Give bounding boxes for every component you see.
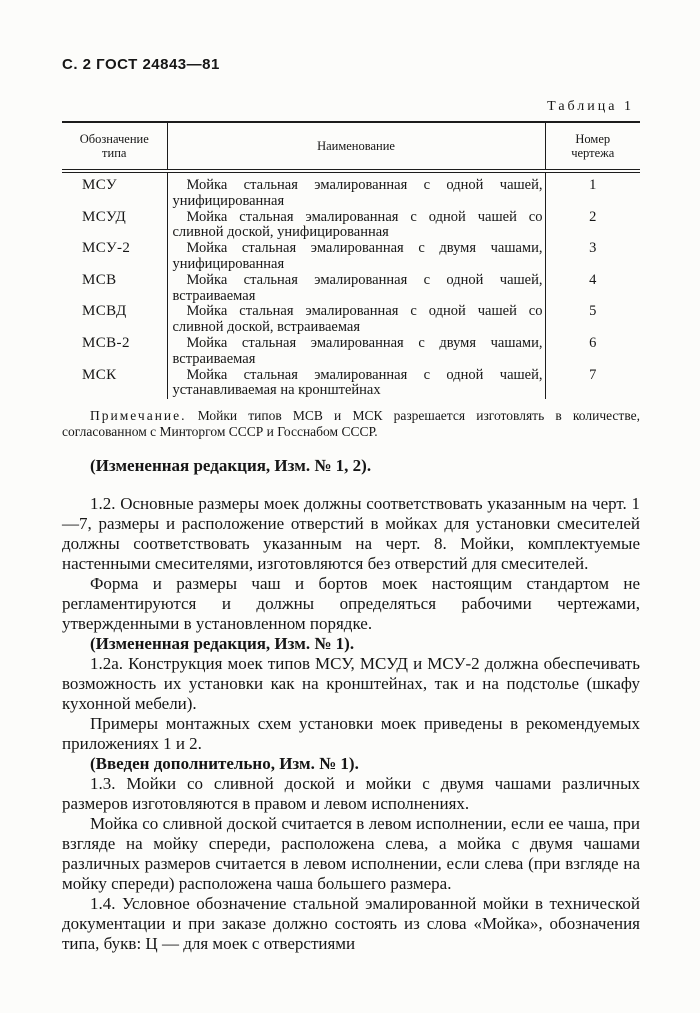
drawing-number: 7 [589,366,597,383]
table-row [62,241,640,273]
drawing-number: 1 [589,177,597,193]
drawing-number: 2 [589,208,597,225]
clause-1-2a-continued: Примеры монтажных схем установки моек приведены в рекомендуемых приложениях 1 и 2. [62,714,640,754]
clause-1-3-continued: Мойка со сливной доской считается в левом исполнении, если ее чаша, при взгляде на мойку спереди, расположена слева, а мойка с двумя чашами различных размеров считается в левом исполнении, если слева (при взгляде на мойку спереди) расположена чаша большего размера. [62,814,640,894]
clause-1-2-continued: Форма и размеры чаш и бортов моек настоящим стандартом не регламентируются и должны определяться рабочими чертежами, утвержденными в установленном порядке. [62,574,640,634]
drawing-number: 4 [589,271,597,288]
clause-1-2a: 1.2а. Конструкция моек типов МСУ, МСУД и МСУ-2 должна обеспечивать возможность их установки как на кронштейнах, так и на подстолье (шкафу кухонной мебели). [62,654,640,714]
amendment-note: (Измененная редакция, Изм. № 1). [90,634,355,654]
type-name: Мойка стальная эмалированная с одной чашей, устанавливаемая на кронштейнах [167,368,545,400]
note-label: Примечание. [90,408,187,424]
clause-1-2: 1.2. Основные размеры моек должны соответствовать указанным на черт. 1—7, размеры и расположение отверстий в мойках для установки смесителей должны соответствовать указанным на черт. 8. Мойки, комплектуемые настенными смесителями, изготовляются без отверстий для смесителей. [62,494,640,574]
clause-1-4: 1.4. Условное обозначение стальной эмалированной мойки в технической документации и при заказе должно состоять из слова «Мойка», обозначения типа, букв: Ц — для моек с отверстиями [62,894,640,954]
type-name: Мойка стальная эмалированная с одной чашей со сливной доской, встраиваемая [167,304,545,336]
column-header-type: Обозначение типа [62,122,167,171]
type-name: Мойка стальная эмалированная с двумя чашами, унифицированная [167,241,545,273]
table-note [62,408,640,439]
drawing-number: 6 [589,334,597,351]
type-name: Мойка стальная эмалированная с одной чашей, встраиваемая [167,273,545,305]
type-code: МСУ [62,171,167,210]
type-name: Мойка стальная эмалированная с одной чашей, унифицированная [167,171,545,210]
type-code: МСУД [62,210,167,242]
table-caption: Таблица 1 [547,99,634,114]
page-header: С. 2 ГОСТ 24843—81 [62,56,220,73]
table-row [62,273,640,305]
table-row [62,171,640,210]
amendment-note: (Введен дополнительно, Изм. № 1). [90,754,359,774]
type-name: Мойка стальная эмалированная с одной чашей со сливной доской, унифицированная [167,210,545,242]
type-code: МСВ-2 [62,336,167,368]
type-code: МСВД [62,304,167,336]
clause-1-3: 1.3. Мойки со сливной доской и мойки с двумя чашами различных размеров изготовляются в правом и левом исполнениях. [62,774,640,814]
type-code: МСУ-2 [62,241,167,273]
column-header-drawing: Номер чертежа [545,122,640,171]
table-row [62,368,640,400]
table-row [62,336,640,368]
sink-types-table [62,121,640,399]
table-header-row [62,122,640,171]
column-header-name: Наименование [167,122,545,171]
drawing-number: 5 [589,303,597,320]
type-code: МСК [62,368,167,400]
table-row [62,304,640,336]
drawing-number: 3 [589,240,597,257]
type-code: МСВ [62,273,167,305]
type-name: Мойка стальная эмалированная с двумя чашами, встраиваемая [167,336,545,368]
amendment-note: (Измененная редакция, Изм. № 1, 2). [90,456,372,476]
note-text: Мойки типов МСВ и МСК разрешается изготовлять в количестве, согласованном с Минторгом СССР и Госснабом СССР. [62,408,640,439]
table-row [62,210,640,242]
document-body [62,456,640,954]
